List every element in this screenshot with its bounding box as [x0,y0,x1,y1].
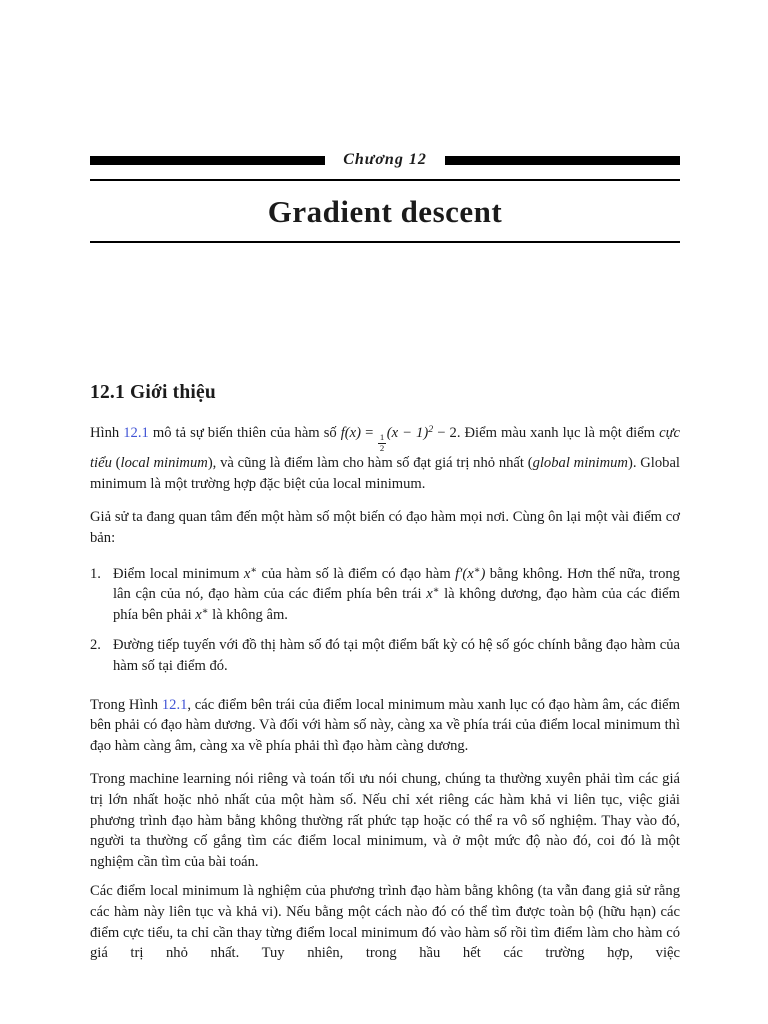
chapter-bar-left [90,156,325,165]
paragraph-assumptions [90,507,680,548]
list-item-1-number: 1. [90,565,101,582]
list-item-2 [90,635,680,676]
paragraph-ml-context [90,769,680,872]
text-run: global minimum [532,455,628,472]
text-run: Các điểm local minimum là nghiệm của phương trình đạo hàm bằng không (ta vẫn đang giả sử rằng các hàm này liên tục và khả vi). Nếu bằng một cách nào đó có thể tìm được toàn bộ (hữu hạn) các điểm cực tiểu, ta chỉ cần thay từng điểm local minimum đó vào hàm số rồi tìm điểm làm cho hàm có giá trị nhỏ nhất. Tuy nhiên, trong hầu hết các trường hợp, việc [90,883,680,962]
numbered-list [90,564,680,677]
chapter-bar-right [445,156,680,165]
text-run: Đường tiếp tuyến với đồ thị hàm số đó tại một điểm bất kỳ có hệ số góc chính bằng đạo hàm của hàm số tại điểm đó. [113,637,680,674]
text-run: ), và cũng là điểm làm cho hàm số đạt giá trị nhỏ nhất ( [207,455,533,472]
text-run: Điểm local minimum [113,565,244,582]
text-run: , các điểm bên trái của điểm local minimum màu xanh lục có đạo hàm âm, các điểm bên phải có đạo hàm dương. Và đối với hàm số này, càng xa về phía trái của điểm local minimum thì đạo hàm càng âm, càng xa về phía phải thì đạo hàm càng dương. [90,696,680,754]
list-item-2-number: 2. [90,637,101,654]
text-run: local minimum [120,455,208,472]
superscript: ∗ [473,564,481,576]
list-item-2-text [113,635,680,676]
title-rule-bottom [90,241,680,243]
text-run: cực tiểu [90,424,681,472]
superscript: ∗ [432,585,440,597]
text-run: là không âm. [208,606,288,623]
text-run: là không dương, đạo hàm của các điểm phía bên phải [113,586,680,623]
list-item-1-text [113,564,680,626]
paragraph-figure-intro [90,423,680,495]
chapter-header [90,150,680,170]
text-run: x [195,606,202,623]
superscript: 2 [428,423,434,435]
text-run: (x − 1) [386,424,429,441]
title-rule-top [90,179,680,181]
text-run: Giả sử ta đang quan tâm đến một hàm số một biến có đạo hàm mọi nơi. Cùng ôn lại một vài điểm cơ bản: [90,509,680,547]
text-run: mô tả sự biến thiên của hàm số [148,424,341,441]
text-run: f′(x [455,565,474,582]
text-run: bằng không. Hơn thế nữa, trong lân cận của nó, đạo hàm của các điểm phía bên trái [113,565,680,603]
text-run: f(x) [340,424,362,441]
chapter-title: Gradient descent [267,194,503,229]
superscript: ∗ [201,605,209,617]
text-run: = [361,424,378,441]
chapter-label: Chương 12 [343,151,427,168]
section-heading: 12.1 Giới thiệu [90,381,216,403]
inline-fraction: $\frac{1}{2}$ [379,431,385,453]
paragraph-figure-discussion [90,695,680,757]
text-run: Trong Hình [90,696,162,713]
list-item-1 [90,564,680,626]
text-run: x [426,586,433,603]
paragraph-local-minimum-solving [90,881,680,963]
text-run: ( [111,455,121,472]
text-run: Hình [90,424,124,441]
text-run: x [243,565,251,582]
figure-ref-link[interactable]: 12.1 [123,424,149,441]
text-run: − 2. Điểm màu xanh lục là một điểm [433,424,660,441]
text-run: ). Global minimum là một trường hợp đặc biệt của local minimum. [90,455,680,492]
superscript: ∗ [250,564,258,576]
text-run: Trong machine learning nói riêng và toán tối ưu nói chung, chúng ta thường xuyên phải tìm các giá trị lớn nhất hoặc nhỏ nhất của một hàm số. Nếu chỉ xét riêng các hàm khả vi liên tục, việc giải phương trình đạo hàm bằng không thường rất phức tạp hoặc có thể ra vô số nghiệm. Thay vào đó, người ta thường cố gắng tìm các điểm local minimum, và ở một mức độ nào đó, coi đó là một nghiệm cần tìm của bài toán. [90,771,680,870]
text-run: ) [480,565,486,582]
figure-ref-link[interactable]: 12.1 [161,696,188,713]
text-run: của hàm số là điểm có đạo hàm [257,565,456,582]
